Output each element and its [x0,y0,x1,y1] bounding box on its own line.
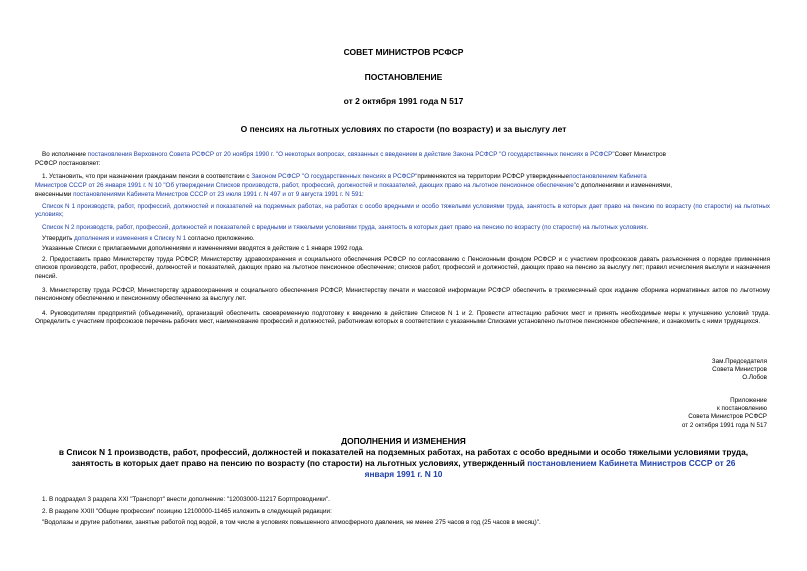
appendix-subtitle-line2: занятость в которых дает право на пенсию по возрасту (по старости) на льготных условиях, утвержденный постановлением Кабинета Министров СССР от 26 [71,458,736,468]
appendix-title: ДОПОЛНЕНИЯ И ИЗМЕНЕНИЯ [341,436,466,446]
appendix-note-line3: Совета Министров РСФСР [688,413,767,421]
link-amendments-list1[interactable]: дополнения и изменения к Списку N 1 [74,235,187,242]
link-cabinet-resolution-appendix[interactable]: постановлением Кабинета Министров СССР от 26 [527,458,736,468]
appendix-note [682,397,767,430]
intro-line2: РСФСР постановляет: [35,160,101,167]
appendix-note-line2: к постановлению [717,405,767,413]
link-cabinet-resolution[interactable]: постановлением Кабинета [569,173,647,180]
appendix-item-1: 1. В подраздел 3 раздела XXI "Транспорт" внести дополнение: "12003000-11217 Бортпроводники". [42,496,330,503]
link-pension-law[interactable]: Законом РСФСР "О государственных пенсиях в РСФСР" [251,173,418,180]
appendix-subtitle-line3 [0,469,807,479]
list-2: Список N 2 производств, работ, профессий, должностей и показателей с вредными и тяжелыми условиями труда, занятость в которых дает право на пенсию по возрасту (по старости) на льготных условиях. [42,224,649,231]
signature-line1: Зам.Председателя [711,358,767,365]
document-date: от 2 октября 1991 года N 517 [343,96,464,106]
doctype-heading: ПОСТАНОВЛЕНИЕ [364,72,443,82]
appendix-note-line1: Приложение [730,397,767,404]
list-1: Список N 1 производств, работ, профессий, должностей и показателей на подземных работах, на работах с особо вредными и особо тяжелыми условиями труда, занятость в которых дает право на пенсию по возрасту (по старости) на льготных условиях; [35,203,770,219]
paragraph-2: 2. Предоставить право Министерству труда РСФСР, Министерству здравоохранения и социального обеспечения РСФСР по согласованию с Пенсионным фондом РСФСР и с участием профсоюзов давать разъяснения о порядке применения списков производств, работ, профессий, должностей и показателей, дающих право на льготное пенсионное обеспечение; списков работ, профессий и должностей, дающих право на пенсию за выслугу лет; правил исчисления выслуги и назначения пенсий. [35,256,770,280]
signature-block [712,358,767,383]
document-title: О пенсиях на льготных условиях по старости (по возрасту) и за выслугу лет [240,124,567,134]
paragraph-4: 4. Руководителям предприятий (объединений), организаций обеспечить своевременную подготовку к введению в действие Списков N 1 и 2. Провести аттестацию рабочих мест и принять необходимые меры к улучшению условий труда. Определить с участием профсоюзов перечень рабочих мест, наименование профессий и должностей, работникам которых в соответствии с указанными Списками установлено льготное пенсионное обеспечение, и ознакомить с ними трудящихся. [35,310,770,326]
appendix-item-2: 2. В разделе XXIII "Общие профессии" позицию 12100000-11465 изложить в следующей редакции: [42,508,332,515]
link-cabinet-resolution-appendix-cont[interactable]: января 1991 г. N 10 [364,469,443,479]
appendix-subtitle-line1: в Список N 1 производств, работ, профессий, должностей и показателей на подземных работах, на работах с особо вредными и особо тяжелыми условиями труда, [58,447,749,457]
paragraph-3: 3. Министерству труда РСФСР, Министерству здравоохранения и социального обеспечения РСФСР, Министерству печати и массовой информации РСФСР обеспечить в трехмесячный срок издание сборника нормативных актов по льготному пенсионному обеспечению и пенсионному обеспечению за выслугу лет. [35,287,770,303]
link-supreme-council-resolution[interactable]: постановления Верховного Совета РСФСР от 20 ноября 1990 г. "О некоторых вопросах, связанных с введением в действие Закона РСФСР "О государственных пенсиях в РСФСР" [87,151,615,158]
p1-line1: 1. Установить, что при назначении гражданам пенсии в соответствии с Законом РСФСР "О государственных пенсиях в РСФСР"применяются на территории РСФСР утвержденныепостановлением Кабинета [42,173,647,180]
signature-line3: О.Лобов [742,374,767,382]
link-cabinet-resolution-cont[interactable]: Министров СССР от 26 января 1991 г. N 10 "Об утверждении Списков производств, работ, профессий, должностей и показателей, дающих право на льготное пенсионное обеспечение" [35,182,577,189]
link-cabinet-resolutions-497-591[interactable]: постановлениями Кабинета Министров СССР от 23 июля 1991 г. N 497 и от 9 августа 1991 г. N 591 [73,191,362,198]
p1-line3: внесенными постановлениями Кабинета Министров СССР от 23 июля 1991 г. N 497 и от 9 августа 1991 г. N 591: [35,191,364,198]
effective-line: Указанные Списки с прилагаемыми дополнениями и изменениями вводятся в действие с 1 января 1992 года. [42,245,364,252]
org-heading: СОВЕТ МИНИСТРОВ РСФСР [343,47,464,57]
appendix-note-line4: от 2 октября 1991 года N 517 [681,421,767,429]
appendix-item-3: "Водолазы и другие работники, занятые работой под водой, в том числе в условиях повышенного атмосферного давления, не менее 275 часов в год (25 часов в месяц)". [42,519,541,526]
p1-line2: Министров СССР от 26 января 1991 г. N 10 "Об утверждении Списков производств, работ, профессий, должностей и показателей, дающих право на льготное пенсионное обеспечение"с дополнениями и изменениями, [35,182,673,189]
approve-line: Утвердить дополнения и изменения к Списку N 1 согласно приложению. [42,235,255,242]
signature-line2: Совета Министров [712,366,767,374]
intro-line1: Во исполнение постановления Верховного Совета РСФСР от 20 ноября 1990 г. "О некоторых вопросах, связанных с введением в действие Закона РСФСР "О государственных пенсиях в РСФСР"Совет Министров [42,151,666,158]
